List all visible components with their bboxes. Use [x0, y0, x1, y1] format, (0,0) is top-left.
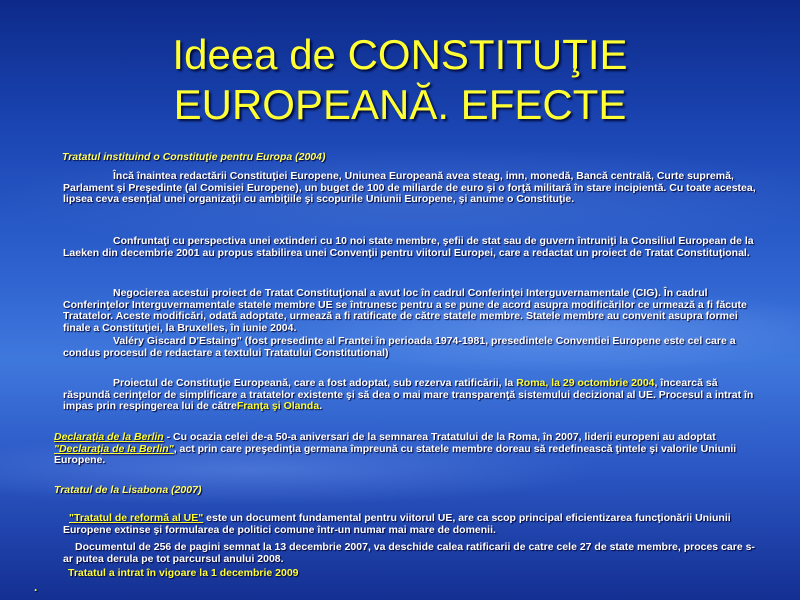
- highlight-reform-treaty: "Tratatul de reformă al UE": [69, 512, 204, 524]
- section-heading-berlin: Declaraţia de la Berlin: [54, 431, 164, 443]
- paragraph-lisabona-in-force: Tratatul a intrat în vigoare la 1 decembrie 2009: [68, 567, 299, 579]
- highlight-roma-date: Roma, la 29 octombrie 2004: [516, 377, 655, 389]
- paragraph-laeken: Confruntaţi cu perspectiva unei extinderi cu 10 noi state membre, şefii de stat sau de guvern întruniţi la Consiliul European de la Laeken din decembrie 2001 au propus stabilirea unei Convenţii pentru viitorul Europei, care a redactat un proiect de Tratat Constituţional.: [63, 235, 754, 259]
- paragraph-before-constitution: Încă înaintea redactării Constituţiei Europene, Uniunea Europeană avea steag, imn, monedă, Bancă centrală, Curte supremă, Parlament şi Preşedinte (al Comisiei Europene), un buget de 100 de miliarde de euro şi o forţă militară în stare incipientă. Cu toate acestea, lipsea ceva esenţial unei organizaţii cu ambiţiile şi scopurile Uniunii Europene, şi anume o Constituţie.: [63, 170, 756, 205]
- paragraph-lisabona-signed: Documentul de 256 de pagini semnat la 13 decembrie 2007, va deschide calea ratificarii de catre cele 27 de state membre, proces care s-ar putea derula pe tot parcursul anului 2008.: [63, 541, 755, 565]
- highlight-franta-olanda: Franţa şi Olanda: [236, 400, 320, 412]
- paragraph-giscard: Valéry Giscard D'Estaing" (fost presedinte al Frantei în perioada 1974-1981, presedintele Conventiei Europene este cel care a condus procesul de redactare a textului Tratatului Constitutional): [63, 335, 736, 359]
- title-line-1: Ideea de CONSTITUŢIE: [172, 31, 628, 78]
- section-heading-lisabona: Tratatul de la Lisabona (2007): [54, 484, 202, 496]
- title-line-2: EUROPEANĂ. EFECTE: [173, 81, 627, 128]
- paragraph-lisabona-reform: "Tratatul de reformă al UE" este un document fundamental pentru viitorul UE, are ca scop principal eficientizarea funcţionării Uniunii Europene extinse şi formularea de politici comune într-un numar mai mare de domenii.: [63, 512, 731, 536]
- paragraph-berlin: Declaraţia de la Berlin - Cu ocazia celei de-a 50-a aniversari de la semnarea Tratatului de la Roma, în 2007, liderii europeni au adoptat "Declaraţia de la Berlin", act prin care preşedinţia germana împreună cu statele membre doreau să redefinească ţintele şi valorile Uniunii Europene.: [54, 431, 737, 466]
- paragraph-cig: Negocierea acestui proiect de Tratat Constituţional a avut loc în cadrul Conferinţei Interguvernamentale (CIG). În cadrul Conferinţelor Interguvernamentale statele membre UE se întrunesc pentru a se pune de acord asupra modificărilor ce urmează a fi făcute Tratatelor. Aceste modificări, odată adoptate, urmează a fi ratificate de către statele membre. Statele membre au convenit asupra formei finale a Constituţiei, la Bruxelles, în iunie 2004.: [63, 287, 747, 334]
- bullet-dot: .: [34, 580, 38, 594]
- highlight-berlin-declaration: "Declaraţia de la Berlin": [54, 442, 174, 455]
- section-heading-2004: Tratatul instituind o Constituţie pentru Europa (2004): [62, 151, 326, 163]
- paragraph-roma-2004: Proiectul de Constituţie Europeană, care a fost adoptat, sub rezerva ratificării, la Roma, la 29 octombrie 2004, încearcă să răspundă cerinţelor de simplificare a tratatelor existente şi să dea o mai mare transparenţă sistemului decizional al UE. Procesul a intrat în impas prin respingerea lui de cătreFranţa şi Olanda.: [63, 377, 754, 412]
